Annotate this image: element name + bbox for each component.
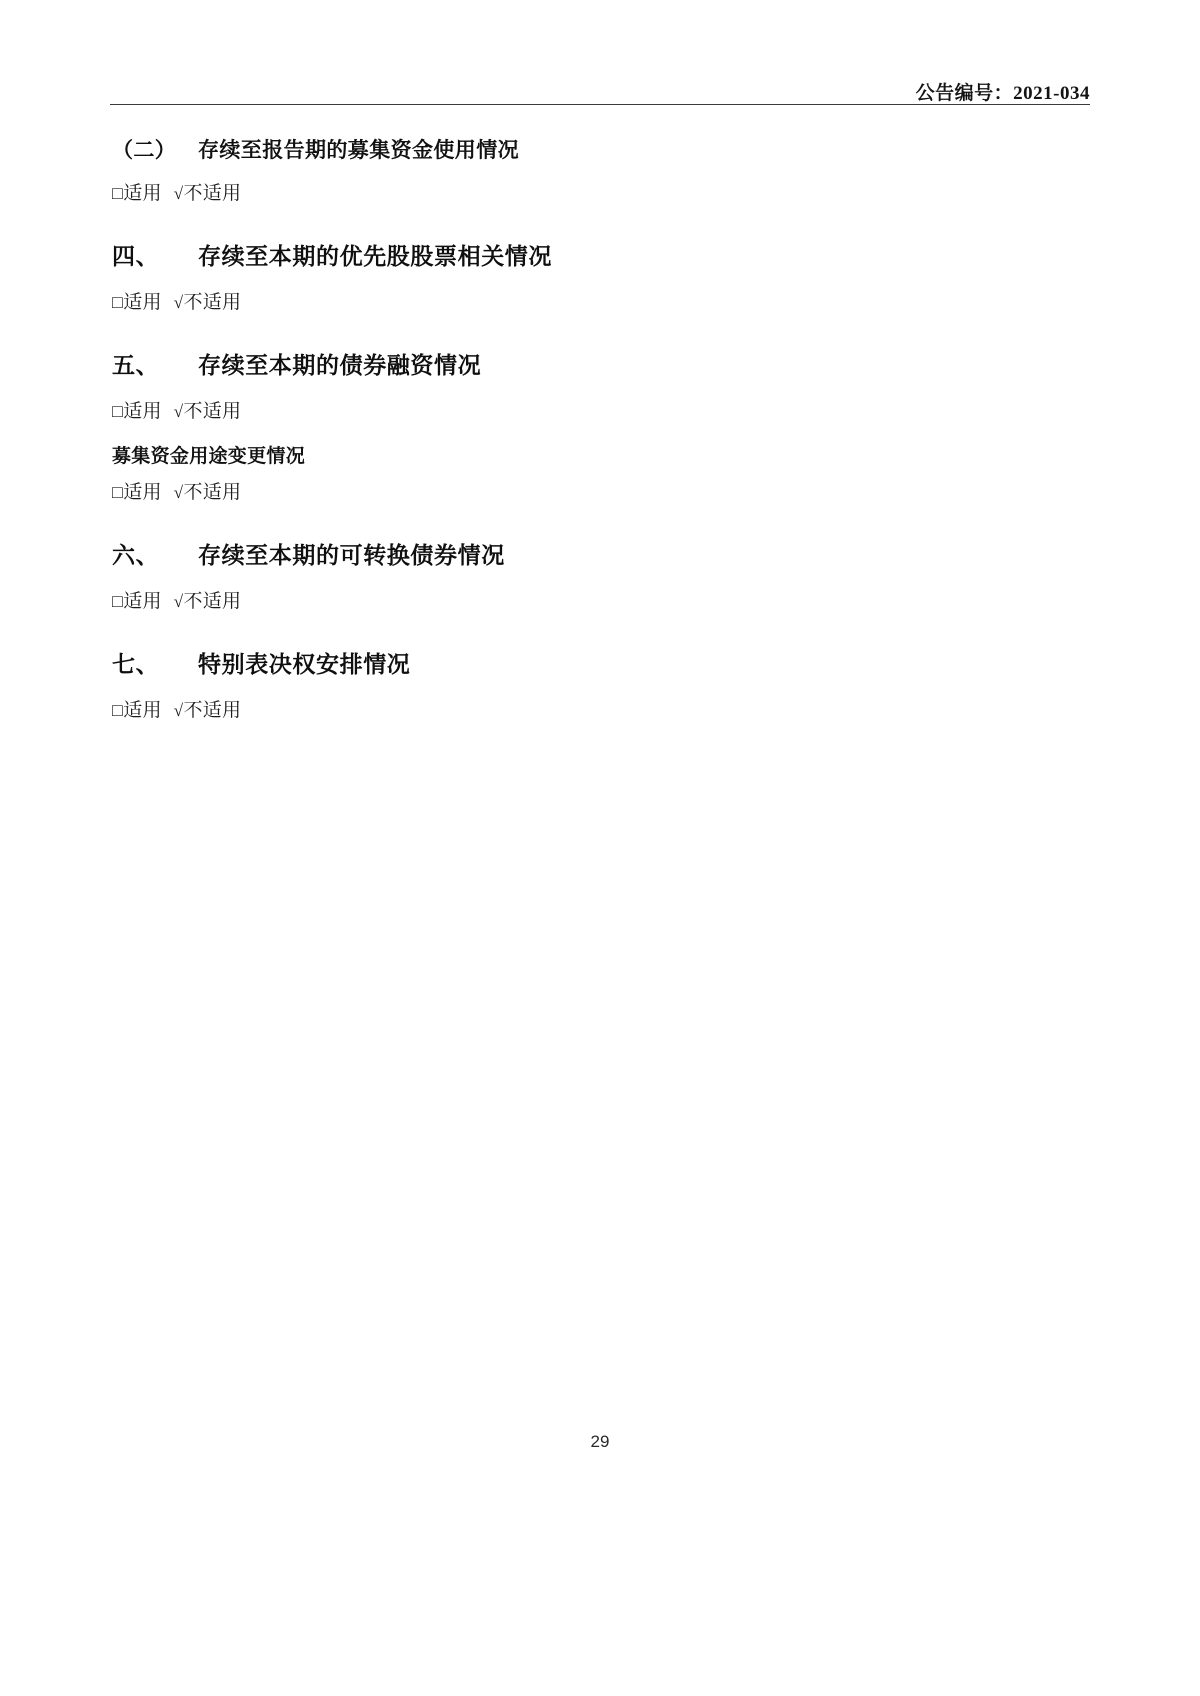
section-title: 特别表决权安排情况 [198,652,411,677]
section-title: 存续至本期的债券融资情况 [198,353,482,378]
applicability-line-2 [112,394,1092,429]
header-divider [110,104,1090,105]
checkbox-empty-icon: □ [112,482,124,502]
applicable-label: 适用 [123,183,162,204]
section-title: 存续至本期的优先股股票相关情况 [198,244,552,269]
section-title: 存续至报告期的募集资金使用情况 [198,138,519,162]
applicability-line-1 [112,285,1092,320]
checkbox-empty-icon: □ [112,183,124,203]
applicability-line-2b [112,475,1092,510]
applicable-label: 适用 [123,292,162,313]
subsection-note-funds-usage-change: 募集资金用途变更情况 [112,446,306,467]
not-applicable-label: 不适用 [183,183,242,204]
applicable-label: 适用 [123,482,162,503]
section-number: 六、 [112,543,160,568]
not-applicable-label: 不适用 [183,591,242,612]
applicability-line-0 [112,176,1092,211]
checkbox-empty-icon: □ [112,591,124,611]
section-number: 七、 [112,652,160,677]
applicable-label: 适用 [123,591,162,612]
checkbox-empty-icon: □ [112,401,124,421]
not-applicable-label: 不适用 [183,482,242,503]
section-number: 四、 [112,244,160,269]
section-title: 存续至本期的可转换债券情况 [198,543,505,568]
section-heading-7 [112,645,1092,685]
not-applicable-label: 不适用 [183,401,242,422]
checkmark-icon: √ [173,483,184,502]
section-heading-6 [112,536,1092,576]
section-heading-2 [112,132,1092,168]
checkmark-icon: √ [173,293,184,312]
checkbox-empty-icon: □ [112,292,124,312]
page-header-notice-number: 公告编号：2021-034 [915,83,1090,104]
page-number: 29 [590,1432,610,1451]
checkmark-icon: √ [173,184,184,203]
checkmark-icon: √ [173,701,184,720]
checkmark-icon: √ [173,592,184,611]
applicable-label: 适用 [123,700,162,721]
applicability-line-3 [112,584,1092,619]
section-heading-5 [112,346,1092,386]
applicability-line-4 [112,693,1092,728]
checkmark-icon: √ [173,402,184,421]
document-content [112,132,1092,728]
section-number: 五、 [112,353,160,378]
not-applicable-label: 不适用 [183,700,242,721]
section-number: （二） [112,138,177,162]
applicable-label: 适用 [123,401,162,422]
checkbox-empty-icon: □ [112,700,124,720]
not-applicable-label: 不适用 [183,292,242,313]
section-heading-4 [112,237,1092,277]
